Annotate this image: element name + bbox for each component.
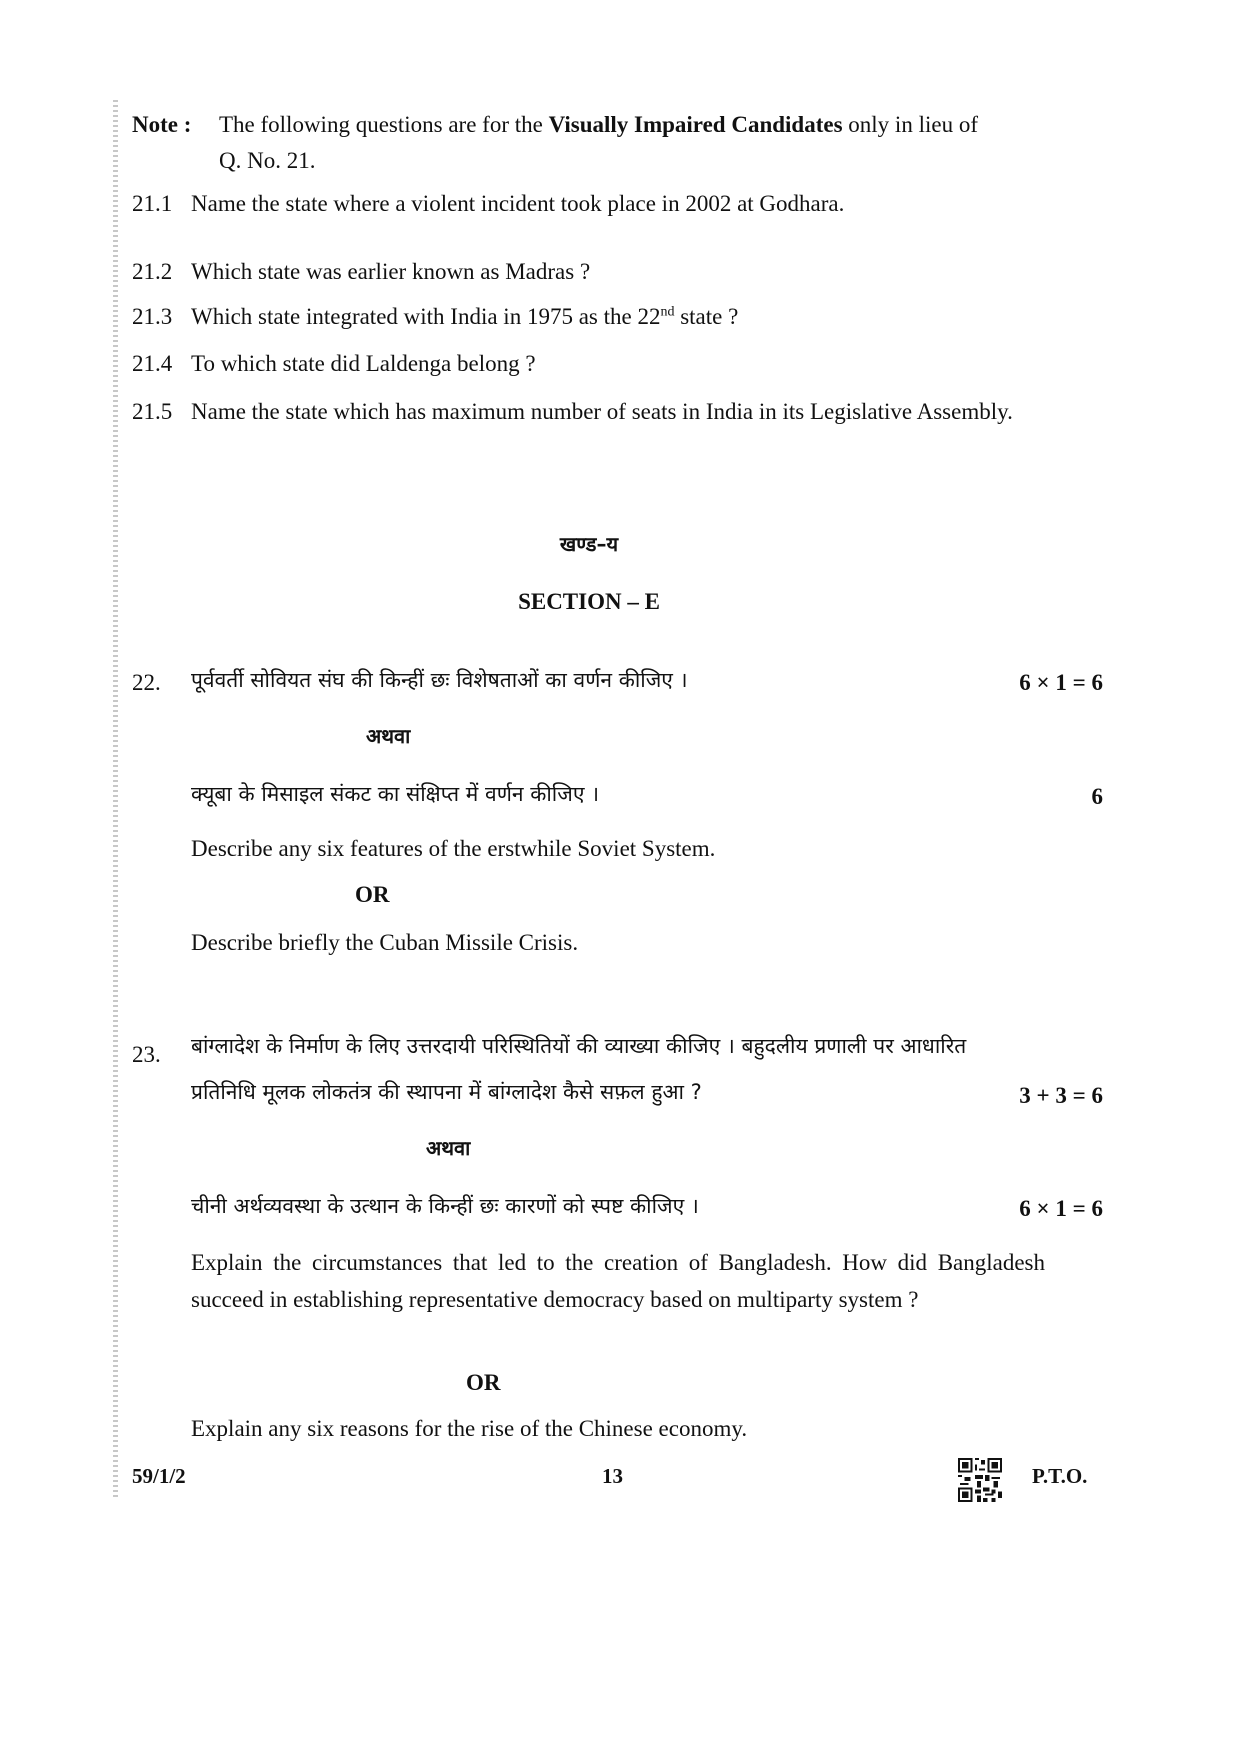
qr-code-icon: [958, 1458, 1002, 1502]
q23-english-alt: Explain any six reasons for the rise of the Chinese economy.: [191, 1416, 748, 1441]
q23-english-main: Explain the circumstances that led to the creation of Bangladesh. How did Bangladesh succeed in establishing representative democracy based on multiparty system ?: [191, 1250, 1045, 1312]
q22-english-main: Describe any six features of the erstwhile Soviet System.: [191, 836, 716, 861]
note-label: Note :: [132, 112, 192, 137]
q21-5-text: Name the state which has maximum number of seats in India in its Legislative Assembly.: [191, 399, 1013, 424]
q22-number: 22.: [132, 670, 161, 695]
q23-hindi-main-line2: प्रतिनिधि मूलक लोकतंत्र की स्थापना में बांग्लादेश कैसे सफ़ल हुआ ?: [191, 1080, 702, 1104]
q23-marks-alt: 6 × 1 = 6: [1019, 1196, 1103, 1221]
page-number: 13: [602, 1464, 623, 1488]
q22-or-hindi: अथवा: [366, 724, 411, 748]
paper-code: 59/1/2: [132, 1464, 186, 1488]
q21-4-text: To which state did Laldenga belong ?: [191, 351, 536, 376]
q22-marks-main: 6 × 1 = 6: [1019, 670, 1103, 695]
q21-3-text: Which state integrated with India in 1975 as the 22nd state ?: [191, 304, 739, 329]
q22-marks-alt: 6: [1091, 784, 1103, 809]
q23-or-english: OR: [466, 1370, 501, 1395]
q23-hindi-alt: चीनी अर्थव्यवस्था के उत्थान के किन्हीं छः कारणों को स्पष्ट कीजिए ।: [191, 1194, 699, 1218]
q22-hindi-alt: क्यूबा के मिसाइल संकट का संक्षिप्त में वर्णन कीजिए ।: [191, 782, 600, 806]
q21-1-text: Name the state where a violent incident took place in 2002 at Godhara.: [191, 191, 845, 216]
q21-1-number: 21.1: [132, 191, 173, 216]
margin-security-strip: [113, 100, 118, 1500]
q21-2-number: 21.2: [132, 259, 173, 284]
q23-or-hindi: अथवा: [426, 1136, 471, 1160]
q21-2-text: Which state was earlier known as Madras ?: [191, 259, 591, 284]
q23-hindi-main-line1: बांग्लादेश के निर्माण के लिए उत्तरदायी परिस्थितियों की व्याख्या कीजिए । बहुदलीय प्रणाली पर आधारित: [191, 1034, 967, 1058]
q23-number: 23.: [132, 1042, 161, 1067]
q22-english-alt: Describe briefly the Cuban Missile Crisis.: [191, 930, 579, 955]
section-title-english: SECTION – E: [518, 589, 660, 614]
q22-hindi-main: पूर्ववर्ती सोवियत संघ की किन्हीं छः विशेषताओं का वर्णन कीजिए ।: [191, 668, 688, 692]
pto-label: P.T.O.: [1032, 1464, 1088, 1488]
note-text: The following questions are for the Visually Impaired Candidates only in lieu of: [219, 112, 978, 137]
q21-3-number: 21.3: [132, 304, 173, 329]
q22-or-english: OR: [355, 882, 390, 907]
note-text-line2: Q. No. 21.: [219, 148, 316, 173]
q21-4-number: 21.4: [132, 351, 173, 376]
q23-marks-main: 3 + 3 = 6: [1019, 1083, 1103, 1108]
q21-5-number: 21.5: [132, 399, 173, 424]
section-title-hindi: खण्ड–य: [559, 532, 619, 556]
